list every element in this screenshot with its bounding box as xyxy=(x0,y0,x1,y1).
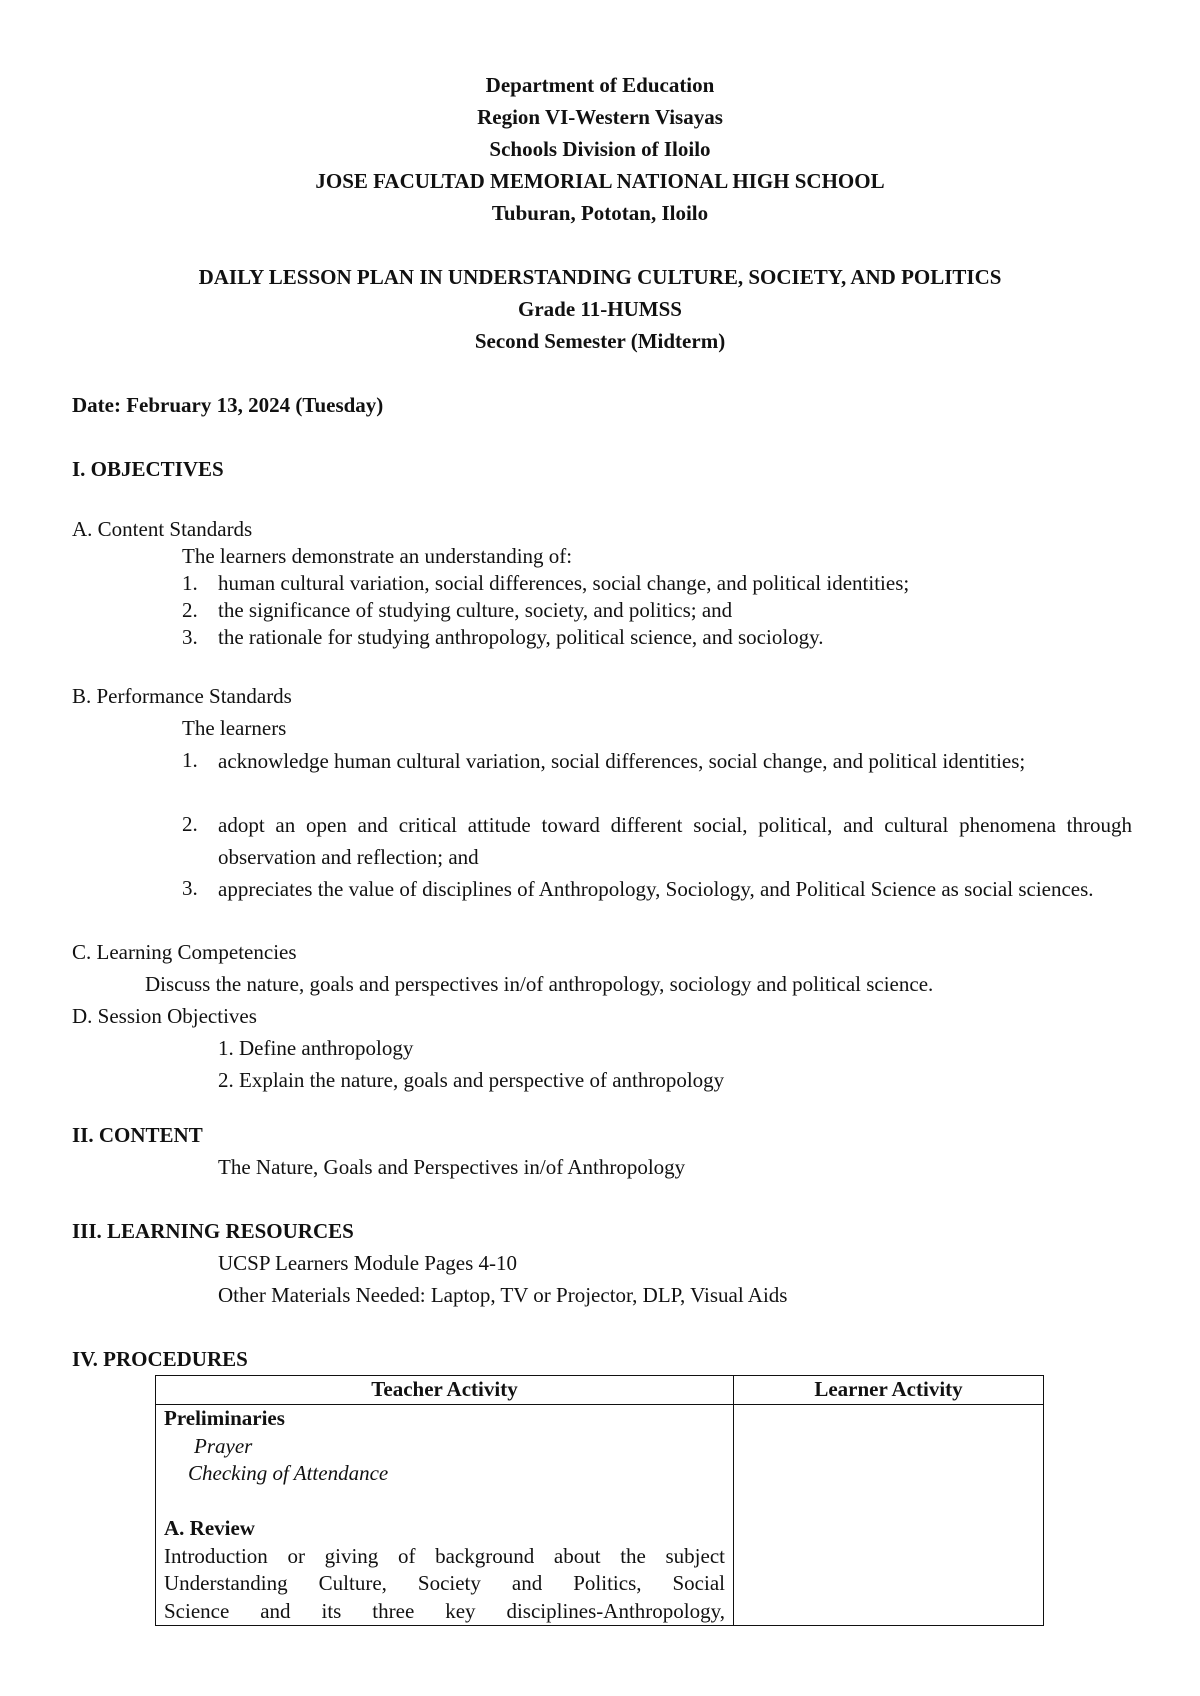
content-standard-item: human cultural variation, social differences, social change, and political identities; xyxy=(218,571,910,595)
session-objective-item: 2. Explain the nature, goals and perspective of anthropology xyxy=(218,1068,725,1092)
content-standards-label: A. Content Standards xyxy=(72,517,253,541)
session-objectives-label: D. Session Objectives xyxy=(72,1004,257,1028)
review-line: Understanding Culture, Society and Politics, Social xyxy=(164,1571,725,1595)
learning-competencies-label: C. Learning Competencies xyxy=(72,940,297,964)
department-title: Department of Education xyxy=(485,73,715,97)
school-name: JOSE FACULTAD MEMORIAL NATIONAL HIGH SCHOOL xyxy=(315,169,885,193)
performance-standard-item: acknowledge human cultural variation, social differences, social change, and political identities; xyxy=(218,749,1026,773)
table-row xyxy=(156,1405,1044,1626)
table-header-row xyxy=(156,1376,1044,1405)
content-standard-item: the significance of studying culture, society, and politics; and xyxy=(218,598,733,622)
objectives-heading: I. OBJECTIVES xyxy=(72,457,224,481)
learner-activity-cell xyxy=(734,1405,1044,1626)
resource-item: Other Materials Needed: Laptop, TV or Projector, DLP, Visual Aids xyxy=(218,1283,788,1307)
content-standard-item: the rationale for studying anthropology, political science, and sociology. xyxy=(218,625,824,649)
performance-standards-label: B. Performance Standards xyxy=(72,684,292,708)
performance-standard-num: 2. xyxy=(182,812,198,836)
review-line: Science and its three key disciplines-Anthropology, xyxy=(164,1598,725,1623)
session-objective-item: 1. Define anthropology xyxy=(218,1036,414,1060)
resources-heading: III. LEARNING RESOURCES xyxy=(72,1219,354,1243)
content-standard-num: 1. xyxy=(182,571,198,595)
content-standard-num: 3. xyxy=(182,625,198,649)
performance-standard-num: 1. xyxy=(182,748,198,772)
teacher-activity-header: Teacher Activity xyxy=(156,1376,734,1405)
content-standard-num: 2. xyxy=(182,598,198,622)
content-text: The Nature, Goals and Perspectives in/of Anthropology xyxy=(218,1155,686,1179)
review-line: Introduction or giving of background about the subject xyxy=(164,1543,725,1568)
region-title: Region VI-Western Visayas xyxy=(477,105,723,129)
division-title: Schools Division of Iloilo xyxy=(489,137,711,161)
procedures-heading: IV. PROCEDURES xyxy=(72,1347,248,1371)
lesson-date: Date: February 13, 2024 (Tuesday) xyxy=(72,393,384,417)
attendance-item: Checking of Attendance xyxy=(188,1461,389,1485)
learning-competencies-text: Discuss the nature, goals and perspectives in/of anthropology, sociology and political science. xyxy=(145,972,934,996)
performance-standard-item: adopt an open and critical attitude toward different social, political, and cultural phenomena through observation and reflection; and xyxy=(218,813,1132,869)
performance-standard-item: appreciates the value of disciplines of Anthropology, Sociology, and Political Science as social sciences. xyxy=(218,877,1094,901)
procedures-table xyxy=(155,1375,1044,1626)
content-heading: II. CONTENT xyxy=(72,1123,203,1147)
preliminaries-heading: Preliminaries xyxy=(164,1406,285,1430)
learner-activity-header: Learner Activity xyxy=(734,1376,1044,1405)
review-heading: A. Review xyxy=(164,1516,255,1540)
grade-label: Grade 11-HUMSS xyxy=(518,297,682,321)
content-standards-intro: The learners demonstrate an understanding of: xyxy=(182,544,573,568)
resource-item: UCSP Learners Module Pages 4-10 xyxy=(218,1251,518,1275)
spacer xyxy=(164,1488,725,1516)
plan-title: DAILY LESSON PLAN IN UNDERSTANDING CULTURE, SOCIETY, AND POLITICS xyxy=(198,265,1002,289)
teacher-activity-cell xyxy=(156,1405,734,1626)
semester-label: Second Semester (Midterm) xyxy=(474,329,726,353)
school-address: Tuburan, Pototan, Iloilo xyxy=(491,201,709,225)
prayer-item: Prayer xyxy=(194,1433,253,1458)
performance-standards-intro: The learners xyxy=(182,716,287,740)
performance-standard-num: 3. xyxy=(182,876,198,900)
